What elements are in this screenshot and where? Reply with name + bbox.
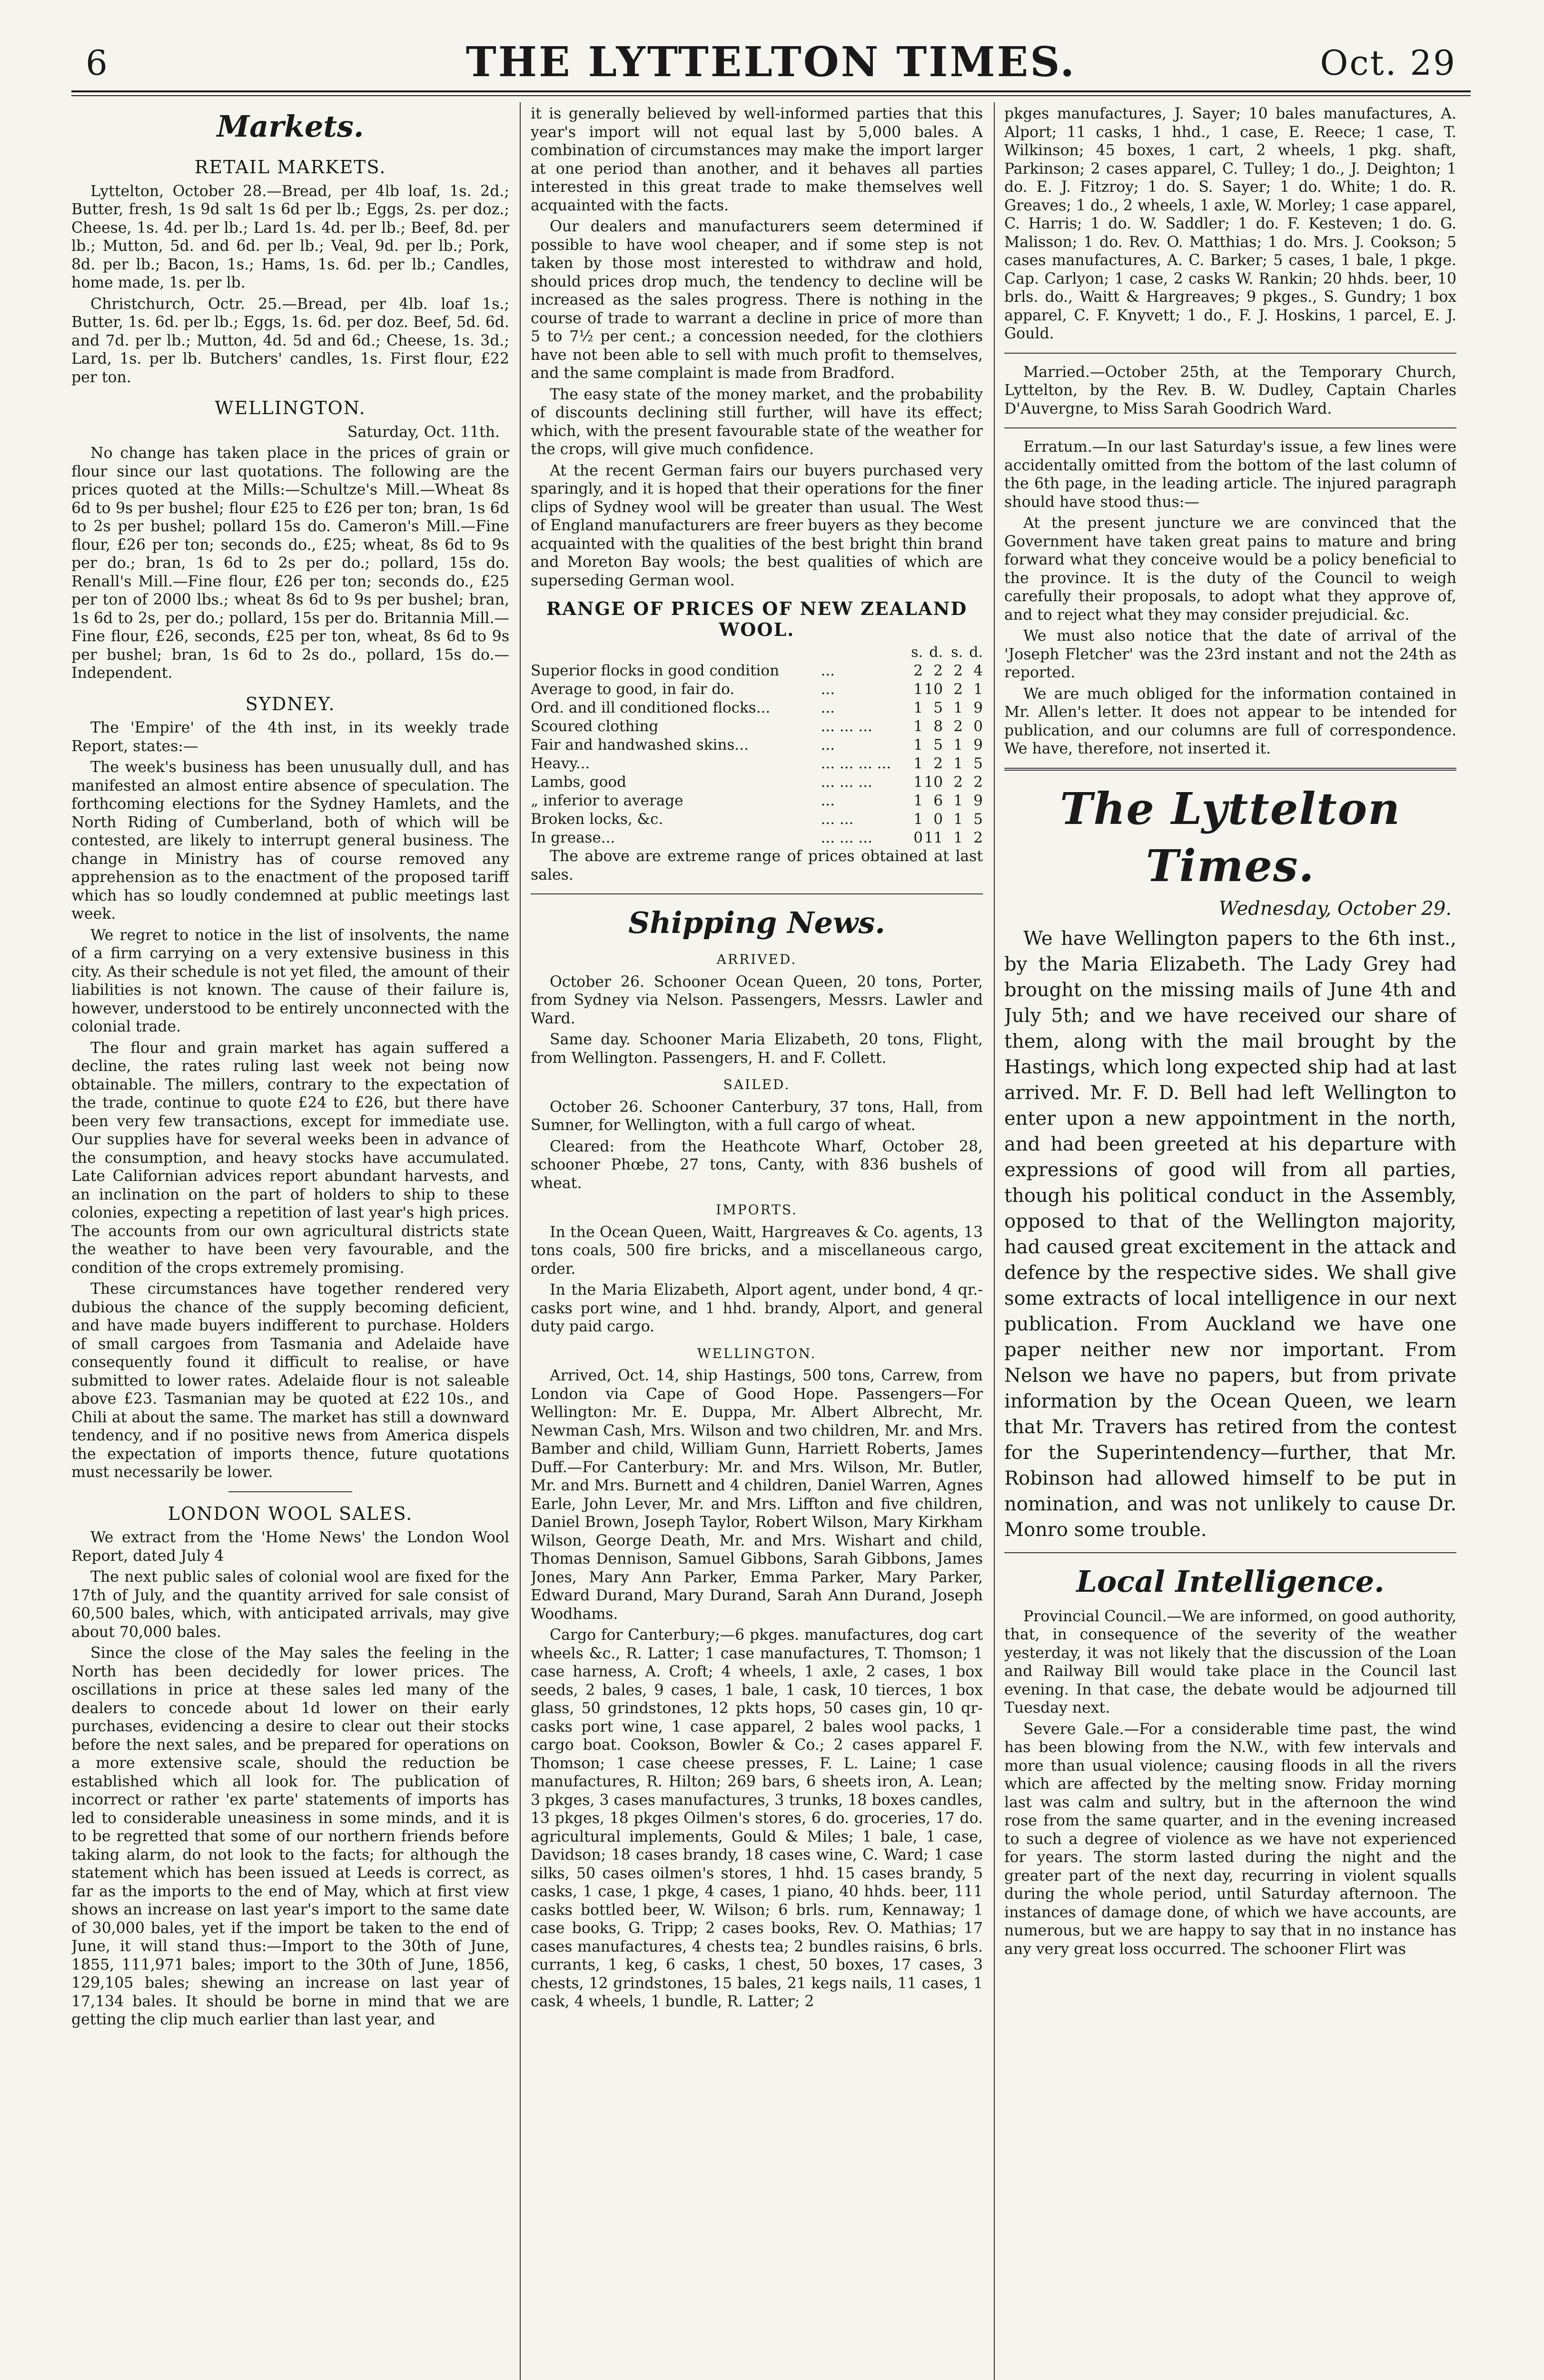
price-value: 4	[973, 662, 983, 679]
wool-price-row	[531, 773, 983, 792]
editorial-date: Wednesday, October 29.	[1218, 897, 1452, 920]
leader-dots: ...	[821, 699, 835, 716]
leader-dots: ...	[821, 681, 835, 698]
price-value: 1	[913, 811, 923, 828]
london-wool-paragraph: Our dealers and manufacturers seem determined if possible to have wool cheaper, and if some step is not taken by those most interested to withdraw and hold, should prices drop much, the tendency to decline will be increased as the sales progress. There is nothing in the course of trade to warrant a decline in price of more than 5 to 7½ per cent.; a concession needed, for the clothiers have not been able to sell with much profit to themselves, and the same complaint is made from Bradford.	[531, 218, 983, 382]
wool-price-row	[531, 736, 983, 754]
sydney-market-heading: SYDNEY.	[245, 693, 336, 714]
wool-grade: Scoured clothing	[531, 718, 659, 735]
wool-grade: Lambs, good	[531, 774, 626, 791]
wool-grade: Broken locks, &c.	[531, 811, 663, 828]
section-rule	[1004, 353, 1456, 354]
wellington-market-report: No change has taken place in the prices of grain or flour since our last quotations. The following are the prices quoted at the Mills:—Schultze's Mill.—Wheat 8s 6d to 9s per bushel; flour £25 to £26 per ton; bran, 1s 6d to 2s per bushel; pollard 15s do. Cameron's Mill.—Fine flour, £26 per ton; seconds do., £25; wheat, 8s 6d to 9s per do.; bran, 1s 6d to 2s per do.; pollard, 15s do. Renall's Mill.—Fine flour, £26 per ton; seconds do., £25 per ton of 2000 lbs.; wheat 8s 6d to 9s per bushel; bran, 1s 6d to 2s, per do.; pollard, 15s per do. Britannia Mill.—Fine flour, £26, seconds, £25 per ton, wheat, 8s 6d to 9s per bushel; bran, 1s 6d to 2s do., pollard, 15s do.—Independent.	[71, 445, 509, 682]
column-divider	[994, 102, 995, 2380]
price-value: 5	[933, 736, 943, 754]
leader-dots: ...	[821, 792, 835, 809]
wool-price-row	[531, 680, 983, 699]
price-value: 1	[913, 792, 923, 809]
wellington-arrival-entry: Arrived, Oct. 14, ship Hastings, 500 tons, Carrew, from London via Cape of Good Hope. Passengers—For Wellington: Mr. E. Duppa, Mr. Albert Albrecht, Mr. Newman Cash, Mrs. Wilson and two children, Mr. and Mrs. Bamber and child, William Gunn, Harriett Roberts, James Duff.—For Canterbury: Mr. and Mrs. Wilson, Mr. Butler, Mr. and Mrs. Burnett and 4 children, Daniel Warren, Agnes Earle, John Lever, Mr. and Mrs. Liffton and five children, Daniel Brown, Joseph Taylor, Robert Wilson, Mary Kirkham Wilson, George Death, Mr. and Mrs. Wishart and child, Thomas Dennison, Samuel Gibbons, Sarah Gibbons, James Jones, Mary Ann Parker, Emma Parker, Mary Parker, Edward Durand, Mary Durand, Sarah Ann Durand, Joseph Woodhams.	[531, 1367, 983, 1623]
price-value: 1	[913, 681, 923, 698]
wool-price-row	[531, 792, 983, 810]
wool-grade: Heavy...	[531, 755, 590, 772]
wellington-market-heading: WELLINGTON.	[215, 397, 366, 418]
page-header	[71, 29, 1471, 92]
price-value: 2	[953, 718, 963, 735]
price-value: 0	[913, 829, 923, 846]
price-value: 2	[953, 662, 963, 679]
cargo-list: Cargo for Canterbury;—6 pkges. manufactures, dog cart wheels &c., R. Latter; 1 case manufactures, T. Thomson; 1 case harness, A. Croft; 4 wheels, 1 axle, 2 cases, 1 box seeds, 2 bales, 9 cases, 1 bale, 1 cask, 10 tierces, 1 box glass, 50 grindstones, 12 pkts hops, 50 cases gin, 10 qr-casks port wine, 1 case apparel, 2 bales wool packs, 1 cargo boat. Cookson, Bowler & Co.; 2 cases apparel F. Thomson; 1 case cheese presses, F. L. Laine; 1 case manufactures, R. Hilton; 269 bars, 6 sheets iron, A. Lean; 3 pkges, 3 cases manufactures, 3 trunks, 18 boxes candles, 13 pkges, 18 pkges Oilmen's stores, 6 do. groceries, 17 do. agricultural implements, Gould & Miles; 1 bale, 1 case, Davidson; 18 cases brandy, 18 cases wine, C. Ward; 1 case silks, 50 cases oilmen's stores, 1 hhd. 15 cases brandy, 5 casks, 1 case, 1 pkge, 4 cases, 1 piano, 40 hhds. beer, 111 casks bottled beer, W. Wilson; 6 brls. rum, Kennaway; 1 case books, G. Tripp; 2 cases books, Rev. O. Mathias; 17 cases manufactures, 4 chests tea; 2 bundles raisins, 6 brls. currants, 1 keg, 6 casks, 1 chest, 50 boxes, 17 cases, 3 chests, 12 grindstones, 15 bales, 21 kegs nails, 11 cases, 1 cask, 4 wheels, 1 bundle, R. Latter; 2	[531, 1626, 983, 2010]
sailed-heading: SAILED.	[723, 1077, 791, 1092]
sydney-paragraph: These circumstances have together rendered very dubious the chance of the supply becoming deficient, and have made buyers indifferent to purchase. Holders of small cargoes from Tasmania and Adelaide have consequently found it difficult to realise, or have submitted to lower rates. Adelaide flour is not saleable above £23. Tasmanian may be quoted at £22 10s., and Chili at about the same. The market has still a downward tendency, and if no positive news from America dispels the expectation of imports thence, future quotations must necessarily be lower.	[71, 1280, 509, 1481]
wool-price-row	[531, 829, 983, 847]
price-value: 2	[933, 662, 943, 679]
wool-price-row	[531, 662, 983, 680]
price-value: 10	[924, 681, 943, 698]
leader-dots: ... ... ...	[821, 829, 872, 846]
column-3	[1004, 105, 1456, 2380]
price-value: 5	[933, 699, 943, 716]
editorial-masthead: The Lyttelton Times.	[1060, 783, 1401, 892]
price-value: 1	[953, 792, 963, 809]
wool-grade: Ord. and ill conditioned flocks...	[531, 699, 771, 716]
retail-markets-heading: RETAIL MARKETS.	[194, 157, 386, 178]
wool-price-row	[531, 754, 983, 773]
currency-header: d.	[969, 644, 983, 661]
price-value: 1	[953, 755, 963, 772]
page-number: 6	[86, 43, 108, 83]
lyttelton-market-report: Lyttelton, October 28.—Bread, per 4lb loaf, 1s. 2d.; Butter, fresh, 1s 9d salt 1s 6d per lb.; Eggs, 2s. per doz.; Cheese, 1s. 4d. per lb.; Lard 1s. 4d. per lb.; Beef, 8d. per lb.; Mutton, 5d. and 6d. per lb.; Veal, 9d. per lb.; Pork, 8d. per lb.; Bacon, 1s.; Hams, 1s. 6d. per lb.; Candles, home made, 1s. per lb.	[71, 182, 509, 291]
arrival-entry: October 26. Schooner Ocean Queen, 20 tons, Porter, from Sydney via Nelson. Passengers, Messrs. Lawler and Ward.	[531, 973, 983, 1027]
leader-dots: ... ... ...	[821, 774, 872, 791]
section-rule	[531, 893, 983, 894]
column-2	[531, 105, 983, 2380]
wool-range-title: RANGE OF PRICES OF NEW ZEALAND WOOL.	[546, 598, 968, 640]
sydney-intro: The 'Empire' of the 4th inst, in its weekly trade Report, states:—	[71, 719, 509, 755]
price-value: 1	[953, 699, 963, 716]
price-value: 1	[913, 736, 923, 754]
wool-grade: In grease...	[531, 829, 615, 846]
arrival-entry: Same day. Schooner Maria Elizabeth, 20 tons, Flight, from Wellington. Passengers, H. and F. Collett.	[531, 1031, 983, 1067]
london-wool-heading: LONDON WOOL SALES.	[168, 1503, 413, 1524]
price-value: 10	[924, 774, 943, 791]
provincial-council-item: Provincial Council.—We are informed, on good authority, that, in consequence of the severity of the weather yesterday, it was not likely that the discussion of the Loan and Railway Bill would take place in the Council last evening. In that case, the debate would be adjourned till Tuesday next.	[1004, 1607, 1456, 1716]
sydney-paragraph: The flour and grain market has again suffered a decline, the rates ruling last week not being now obtainable. The millers, contrary to the expectation of the trade, continue to quote £24 to £26, but there have been very few transactions, except for immediate use. Our supplies have for several weeks been in advance of the consumption, and heavy stocks have accumulated. Late Californian advices report abundant harvests, and an inclination on the part of holders to ship to these colonies, expecting a repetition of last year's high prices. The accounts from our own agricultural districts state the weather to have been very favourable, and the condition of the crops extremely promising.	[71, 1039, 509, 1277]
currency-header: s.	[951, 644, 963, 661]
header-rule	[71, 95, 1471, 96]
london-wool-paragraph: The easy state of the money market, and the probability of discounts declining still further, will have its effect; which, with the present favourable state of the weather for the crops, will give much confidence.	[531, 386, 983, 458]
price-value: 2	[973, 774, 983, 791]
erratum-notice: Erratum.—In our last Saturday's issue, a few lines were accidentally omitted from the bottom of the last column of the 6th page, in the leading article. The injured paragraph should have stood thus:—	[1004, 438, 1456, 511]
erratum-paragraph: At the present juncture we are convinced that the Government have taken great pains to mature and bring forward what they conceive would be a policy beneficial to the province. It is the duty of the Council to weigh carefully their proposals, to adopt what they approve of, and to reject what they may consider prejudicial. &c.	[1004, 515, 1456, 624]
wool-range-note: The above are extreme range of prices obtained at last sales.	[531, 848, 983, 883]
editorial-notice: We are much obliged for the information contained in Mr. Allen's letter. It does not appear to be intended for publication, and our columns are full of correspondence. We have, therefore, not inserted it.	[1004, 685, 1456, 757]
wool-price-header-row	[531, 643, 983, 662]
markets-heading: Markets.	[217, 109, 364, 144]
imports-heading: IMPORTS.	[716, 1202, 798, 1218]
import-entry: In the Ocean Queen, Waitt, Hargreaves & Co. agents, 13 tons coals, 500 fire bricks, and a miscellaneous cargo, order.	[531, 1223, 983, 1278]
price-value: 1	[973, 681, 983, 698]
newspaper-title: THE LYTTELTON TIMES.	[465, 38, 1077, 86]
price-value: 5	[973, 755, 983, 772]
import-entry: In the Maria Elizabeth, Alport agent, under bond, 4 qr.-casks port wine, and 1 hhd. brandy, Alport, and general duty paid cargo.	[531, 1281, 983, 1335]
price-value: 1	[913, 755, 923, 772]
price-value: 2	[953, 681, 963, 698]
wool-grade: Fair and handwashed skins...	[531, 736, 749, 754]
wellington-shipping-heading: WELLINGTON.	[697, 1345, 817, 1361]
sailing-entry: October 26. Schooner Canterbury, 37 tons, Hall, from Sumner, for Wellington, with a full cargo of wheat.	[531, 1098, 983, 1134]
price-value: 9	[973, 699, 983, 716]
sailing-entry: Cleared: from the Heathcote Wharf, October 28, schooner Phœbe, 27 tons, Canty, with 836 bushels of wheat.	[531, 1138, 983, 1192]
sydney-paragraph: The week's business has been unusually dull, and has manifested an almost entire absence of speculation. The forthcoming elections for the Sydney Hamlets, and the North Riding of Cumberland, both of which will be contested, are likely to interrupt general business. The change in Ministry has of course removed any apprehension as to the enactment of the proposed tariff which has so loudly condemned at public meetings last week.	[71, 759, 509, 922]
wool-grade: Superior flocks in good condition	[531, 662, 780, 679]
wool-price-table	[531, 643, 983, 847]
price-value: 0	[973, 718, 983, 735]
leader-dots: ... ... ... ...	[821, 755, 891, 772]
cargo-list-continued: pkges manufactures, J. Sayer; 10 bales manufactures, A. Alport; 11 casks, 1 hhd., 1 case, E. Reece; 1 case, T. Wilkinson; 45 boxes, 1 cart, 2 wheels, 1 pkg. shaft, Parkinson; 2 cases apparel, C. Tulley; 1 do., J. Deighton; 1 do. E. J. Fitzroy; 1 do. S. Sayer; 1 do. White; 1 do. R. Greaves; 1 do., 2 wheels, 1 axle, W. Morley; 1 case apparel, C. Harris; 1 do. W. Saddler; 1 do. F. Kesteven; 1 do. G. Malisson; 1 do. Rev. O. Matthias; 1 do. Mrs. J. Cookson; 5 cases manufactures, A. C. Barker; 5 cases, 1 bale, 1 pkge. Cap. Carlyon; 1 case, 2 casks W. Rankin; 20 hhds. beer, 10 brls. do., Waitt & Hargreaves; 9 pkges., S. Gundry; 1 box apparel, C. F. Knyvett; 1 do., F. J. Hoskins, 1 parcel, E. J. Gould.	[1004, 105, 1456, 342]
sydney-paragraph: We regret to notice in the list of insolvents, the name of a firm carrying on a very extensive business in this city. As their schedule is not yet filed, the amount of their liabilities is not known. The cause of their failure is, however, understood to be entirely unconnected with the colonial trade.	[71, 926, 509, 1035]
leader-dots: ...	[821, 736, 835, 754]
price-value: 1	[913, 774, 923, 791]
column-divider	[520, 102, 521, 2380]
leader-dots: ... ...	[821, 811, 854, 828]
issue-date: Oct. 29	[1320, 43, 1456, 83]
section-rule	[1004, 768, 1456, 771]
marriage-notice: Married.—October 25th, at the Temporary Church, Lyttelton, by the Rev. B. W. Dudley, Captain Charles D'Auvergne, to Miss Sarah Goodrich Ward.	[1004, 363, 1456, 417]
london-wool-paragraph: it is generally believed by well-informed parties that this year's import will not equal last by 5,000 bales. A combination of circumstances may make the import larger at one period than another, and it behaves all parties interested in this great trade to make themselves well acquainted with the facts.	[531, 105, 983, 214]
severe-gale-item: Severe Gale.—For a considerable time past, the wind has been blowing from the N.W., with few intervals and more than usual violence; causing floods in all the rivers which are affected by the melting snow. Friday morning last was calm and sultry, but in the afternoon the wind rose from the same quarter, and in the evening increased to such a degree of violence as we have not experienced for years. The storm lasted during the night and the greater part of the next day, recurring in violent squalls during the whole period, until Saturday afternoon. The instances of damage done, of which we have accounts, are numerous, but we are happy to say that in no instance has any very great loss occurred. The schooner Flirt was	[1004, 1720, 1456, 1958]
wool-price-row	[531, 699, 983, 717]
editorial-text: We have Wellington papers to the 6th inst., by the Maria Elizabeth. The Lady Grey had brought on the missing mails of June 4th and July 5th; and we have received our share of them, along with the mail brought by the Hastings, which long expected ship had at last arrived. Mr. F. D. Bell had left Wellington to enter upon a new appointment in the north, and had been greeted at his departure with expressions of good will from all parties, though his political conduct in the Assembly, opposed to that of the Wellington majority, had caused great excitement in the attack and defence by the respective sides. We shall give some extracts of local intelligence in our next publication. From Auckland we have one paper neither new nor important. From Nelson we have no papers, but from private information by the Ocean Queen, we learn that Mr. Travers has retired from the contest for the Superintendency—further, that Mr. Robinson had allowed himself to be put in nomination, and was not unlikely to cause Dr. Monro some trouble.	[1004, 927, 1456, 1541]
section-rule	[1004, 427, 1456, 428]
wool-grade: „ inferior to average	[531, 792, 683, 809]
price-value: 1	[913, 718, 923, 735]
london-wool-paragraph: Since the close of the May sales the feeling in the North has been decidedly for lower prices. The oscillations in price at these sales led many of the dealers to concede about 1d lower on their early purchases, evidencing a desire to clear out their stocks before the next sales, and be prepared for operations on a more extensive scale, should the reduction be established which all look for. The publication of incorrect or rather 'ex parte' statements of imports has led to considerable uneasiness in some minds, and it is to be regretted that some of our northern friends before taking alarm, do not look to the facts; for although the statement which has been issued at Leeds is correct, as far as the imports to the end of May, which at first view shows an increase on last year's import to the same date of 30,000 bales, yet if the import be taken to the end of June, it will stand thus:—Import to the 30th of June, 1855, 111,971 bales; import to the 30th of June, 1856, 129,105 bales; shewing an increase on last year of 17,134 bales. It should be borne in mind that we are getting the clip much earlier than last year, and	[71, 1645, 509, 2028]
section-rule	[1004, 1552, 1456, 1553]
price-value: 1	[953, 811, 963, 828]
price-value: 2	[933, 755, 943, 772]
price-value: 9	[973, 792, 983, 809]
christchurch-market-report: Christchurch, Octr. 25.—Bread, per 4lb. loaf 1s.; Butter, 1s. 6d. per lb.; Eggs, 1s. 6d. per doz. Beef, 5d. 6d. and 7d. per lb.; Mutton, 4d. 5d and 6d.; Cheese, 1s. 3d.; Lard, 1s. per lb. Butchers' candles, 1s. First flour, £22 per ton.	[71, 295, 509, 386]
wool-price-row	[531, 717, 983, 736]
london-wool-paragraph: The next public sales of colonial wool are fixed for the 17th of July, and the quantity arrived for sale consist of 60,500 bales, which, with anticipated arrivals, may give about 70,000 bales.	[71, 1568, 509, 1641]
leader-dots: ...	[821, 662, 835, 679]
price-value: 2	[973, 829, 983, 846]
price-value: 1	[953, 829, 963, 846]
london-wool-paragraph: We extract from the 'Home News' the London Wool Report, dated July 4	[71, 1529, 509, 1565]
price-value: 1	[953, 736, 963, 754]
price-value: 2	[953, 774, 963, 791]
shipping-news-heading: Shipping News.	[628, 905, 885, 940]
price-value: 0	[933, 811, 943, 828]
editorial-notice: We must also notice that the date of arrival of the 'Joseph Fletcher' was the 23rd instant and not the 24th as reported.	[1004, 627, 1456, 681]
local-intelligence-heading: Local Intelligence.	[1076, 1564, 1385, 1599]
arrived-heading: ARRIVED.	[716, 952, 797, 967]
price-value: 6	[933, 792, 943, 809]
price-value: 2	[913, 662, 923, 679]
leader-dots: ... ... ...	[821, 718, 872, 735]
price-value: 11	[924, 829, 943, 846]
price-value: 9	[973, 736, 983, 754]
wool-price-row	[531, 810, 983, 829]
section-rule	[228, 1491, 352, 1492]
price-value: 5	[973, 811, 983, 828]
wellington-market-date: Saturday, Oct. 11th.	[347, 423, 500, 441]
currency-header: s.	[911, 644, 923, 661]
currency-header: d.	[929, 644, 943, 661]
wool-grade: Average to good, in fair do.	[531, 681, 735, 698]
column-1	[71, 105, 509, 2380]
london-wool-paragraph: At the recent German fairs our buyers purchased very sparingly, and it is hoped that their operations for the finer clips of Sydney wool will be greater than usual. The West of England manufacturers are freer buyers as they become acquainted with the qualities of the best bright thin brand and Moreton Bay wools; the best qualities of which are superseding German wool.	[531, 462, 983, 589]
price-value: 1	[913, 699, 923, 716]
price-value: 8	[933, 718, 943, 735]
